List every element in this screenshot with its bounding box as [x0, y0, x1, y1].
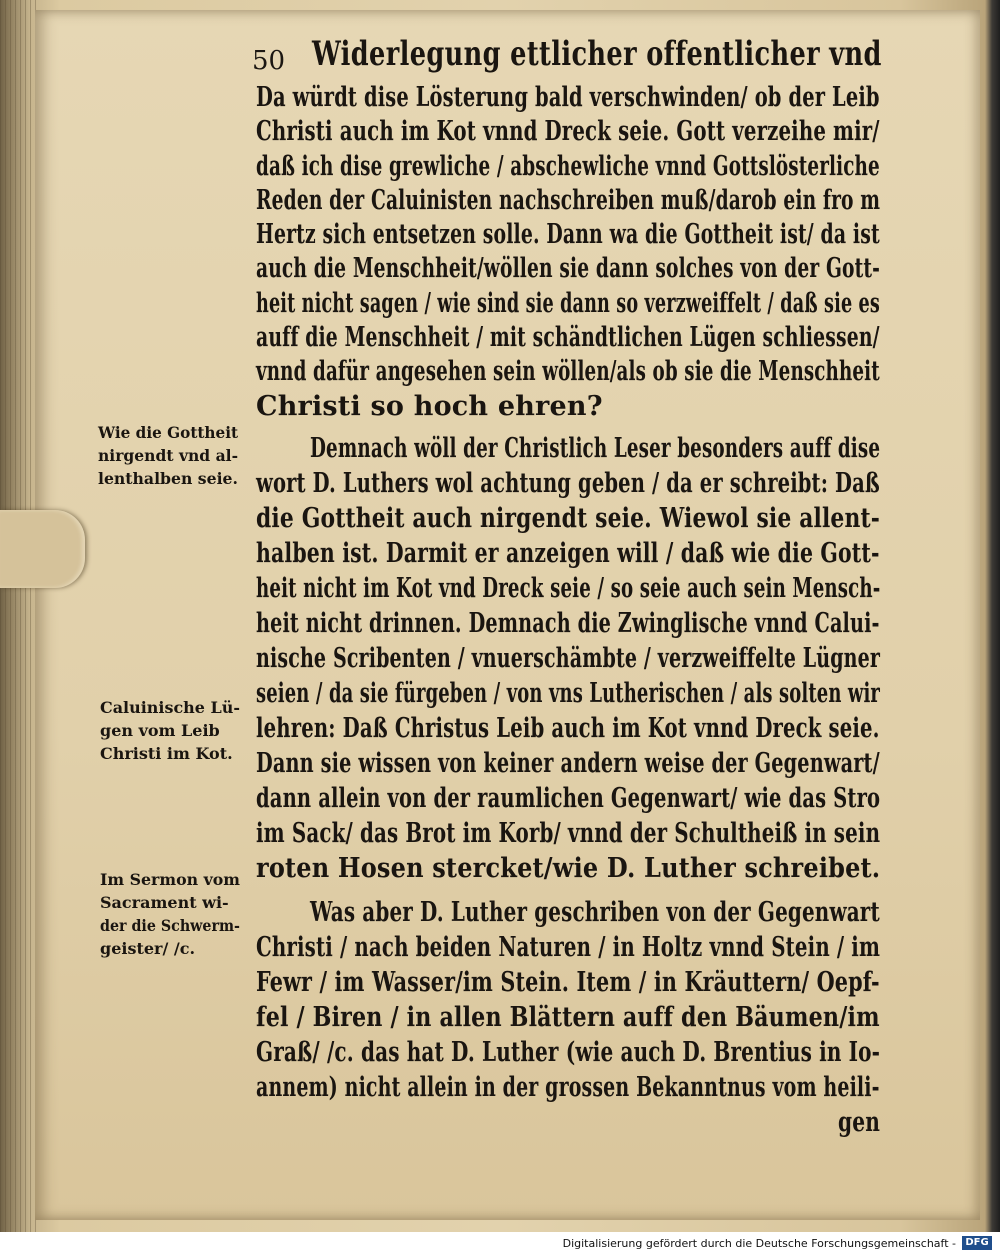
text-line: auch die Menschheit/wöllen sie dann solches von der Gott- [256, 253, 881, 284]
funding-credit: Digitalisierung gefördert durch die Deutsche Forschungsgemeinschaft - [562, 1237, 956, 1250]
page-number: 50 [252, 46, 286, 76]
margin-note-line: Wie die Gottheit [98, 423, 239, 442]
text-line: Graß/ /c. das hat D. Luther (wie auch D. Brentius in Io- [256, 1037, 881, 1068]
text-line: roten Hosen stercket/wie D. Luther schreibet. [256, 853, 881, 884]
margin-note-line: lenthalben seie. [98, 469, 238, 488]
paper-tab [0, 510, 85, 588]
text-line: Demnach wöll der Christlich Leser besonders auff dise [310, 433, 881, 464]
text-line: Christi auch im Kot vnnd Dreck seie. Gott verzeihe mir/ [256, 116, 880, 147]
text-line: dann allein von der raumlichen Gegenwart/ wie das Stro [256, 783, 881, 814]
text-line: heit nicht im Kot vnd Dreck seie / so seie auch sein Mensch- [256, 573, 881, 604]
margin-note-line: Im Sermon vom [100, 870, 241, 889]
text-line: Was aber D. Luther geschriben von der Gegenwart [310, 897, 880, 928]
text-line: im Sack/ das Brot im Korb/ vnnd der Schultheiß in sein [256, 818, 881, 849]
running-title: Widerlegung ettlicher offentlicher vnd [312, 34, 882, 74]
text-line: Christi so hoch ehren? [256, 391, 603, 422]
margin-note-line: Caluinische Lü- [100, 698, 240, 717]
text-line: Hertz sich entsetzen solle. Dann wa die Gottheit ist/ da ist [256, 219, 880, 250]
footer-bar [0, 1232, 1000, 1255]
text-line: Fewr / im Wasser/im Stein. Item / in Kräuttern/ Oepf- [256, 967, 880, 998]
margin-note-line: nirgendt vnd al- [98, 446, 239, 465]
text-line: halben ist. Darmit er anzeigen will / daß wie die Gott- [256, 538, 880, 569]
text-line: seien / da sie fürgeben / von vns Lutherischen / als solten wir [256, 678, 881, 709]
text-line: lehren: Daß Christus Leib auch im Kot vnnd Dreck seie. [256, 713, 880, 744]
margin-note-line: Sacrament wi- [100, 893, 229, 912]
dfg-logo: DFG [962, 1236, 992, 1250]
text-line: daß ich dise grewliche / abschewliche vnnd Gottslösterliche [256, 151, 880, 182]
text-line: nische Scribenten / vnuerschämbte / verzweiffelte Lügner [256, 643, 881, 674]
text-line: heit nicht drinnen. Demnach die Zwinglische vnnd Calui- [256, 608, 880, 639]
text-line: Dann sie wissen von keiner andern weise der Gegenwart/ [256, 748, 880, 779]
text-line: Reden der Caluinisten nachschreiben muß/darob ein fro m [256, 185, 881, 216]
margin-note-line: der die Schwerm- [100, 916, 240, 935]
text-line: fel / Biren / in allen Blättern auff den Bäumen/im [256, 1002, 880, 1033]
text-line: vnnd dafür angesehen sein wöllen/als ob sie die Menschheit [256, 356, 880, 387]
text-line: wort D. Luthers wol achtung geben / da er schreibt: Daß [256, 468, 880, 499]
text-line: Da würdt dise Lösterung bald verschwinden/ ob der Leib [256, 82, 880, 113]
text-line: die Gottheit auch nirgendt seie. Wiewol sie allent- [256, 503, 881, 534]
book-page-edges [0, 0, 40, 1232]
margin-note-line: geister/ /c. [100, 939, 196, 958]
text-line: auff die Menschheit / mit schändtlichen Lügen schliessen/ [256, 322, 880, 353]
page-header [252, 34, 892, 74]
text-line: annem) nicht allein in der grossen Bekanntnus vom heili- [256, 1072, 880, 1103]
margin-note-line: Christi im Kot. [100, 744, 233, 763]
text-line: Christi / nach beiden Naturen / in Holtz vnnd Stein / im [256, 932, 881, 963]
text-line: gen [838, 1107, 880, 1138]
margin-note-line: gen vom Leib [100, 721, 220, 740]
text-line: heit nicht sagen / wie sind sie dann so verzweiffelt / daß sie es [256, 288, 880, 319]
